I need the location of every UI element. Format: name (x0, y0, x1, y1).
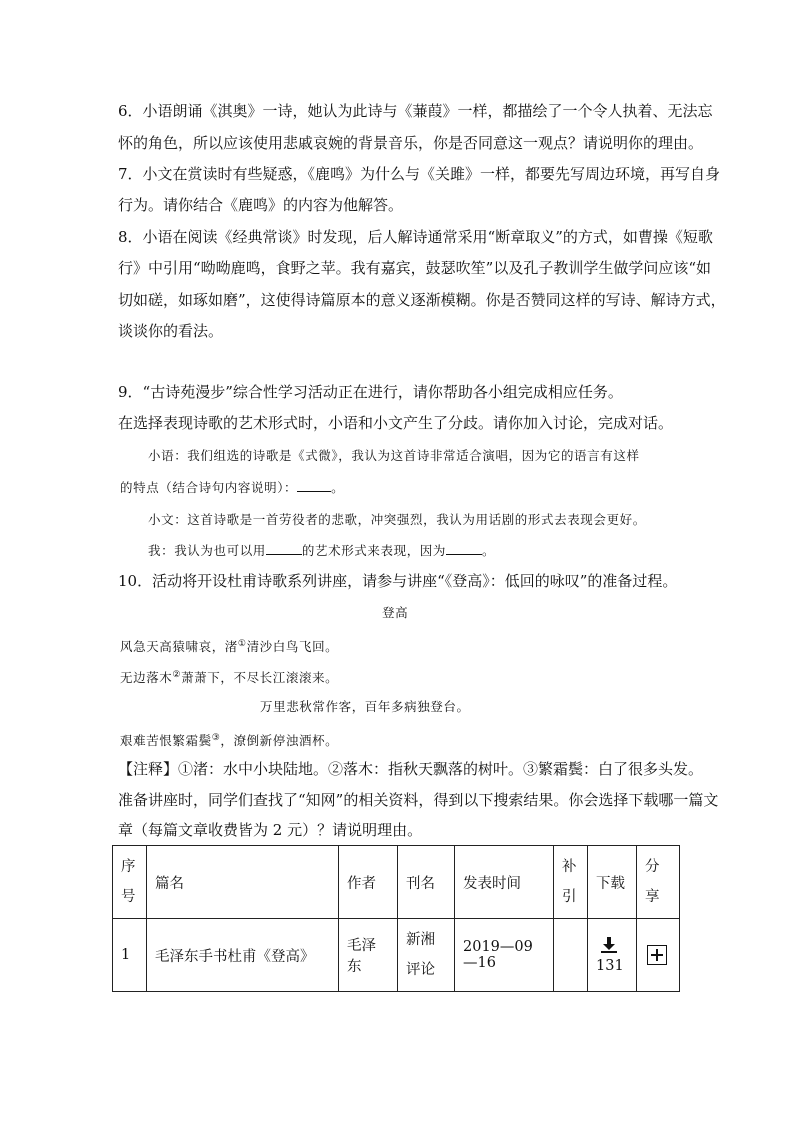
cell-no: 1 (113, 919, 147, 992)
download-icon[interactable] (600, 936, 618, 954)
poem-text: 风急天高猿啸哀，渚 (120, 639, 238, 655)
col-header-title: 篇名 (147, 846, 339, 919)
q6-line1: 6．小语朗诵《淇奥》一诗，她认为此诗与《蒹葭》一样，都描绘了一个令人执着、无法忘 (118, 102, 713, 120)
note-marker: ② (172, 670, 182, 680)
q9-line2: 在选择表现诗歌的艺术形式时，小语和小文产生了分歧。请你加入讨论，完成对话。 (118, 414, 674, 432)
q10-intro: 10．活动将开设杜甫诗歌系列讲座，请参与讲座“《登高》：低回的咏叹”的准备过程。 (118, 572, 678, 590)
col-header-share: 分 享 (637, 846, 680, 919)
q8-line3: 切如磋，如琢如磨”，这使得诗篇原本的意义逐渐模糊。你是否赞同这样的写诗、解诗方式， (118, 291, 726, 309)
cell-cite (554, 919, 588, 992)
table-header-row (113, 846, 680, 919)
poem-line1 (120, 634, 338, 657)
q7-line1: 7．小文在赏读时有些疑惑，《鹿鸣》为什么与《关雎》一样，都要先写周边环境，再写自身 (118, 165, 721, 183)
answer-blank[interactable] (297, 479, 331, 492)
cell-title[interactable]: 毛泽东手书杜甫《登高》 (147, 919, 339, 992)
dialogue-xiaoyu-line1: 小语：我们组选的诗歌是《式微》，我认为这首诗非常适合演唱，因为它的语言有这样 (148, 448, 640, 463)
q8-line1: 8．小语在阅读《经典常谈》时发现，后人解诗通常采用“断章取义”的方式，如曹操《短歌 (118, 228, 713, 246)
answer-blank[interactable] (266, 542, 302, 555)
cell-journal: 新湘 评论 (398, 919, 455, 992)
poem-text: 艰难苦恨繁霜鬓 (120, 733, 212, 749)
poem-text: 无边落木 (120, 670, 173, 686)
dialogue-xiaowen: 小文：这首诗歌是一首劳役者的悲歌，冲突强烈，我认为用话剧的形式去表现会更好。 (148, 512, 646, 527)
poem-line4 (120, 728, 338, 751)
note-marker: ① (237, 639, 247, 649)
dialogue-period: 。 (331, 480, 345, 495)
poem-line3: 万里悲秋常作客，百年多病独登台。 (260, 699, 470, 714)
plus-box-icon[interactable] (647, 945, 667, 965)
poem-text: 萧萧下，不尽长江滚滚来。 (181, 670, 339, 686)
dialogue-period: 。 (482, 543, 496, 558)
prep-line2: 章（每篇文章收费皆为 2 元）？请说明理由。 (118, 821, 423, 839)
q9-line1: 9．“古诗苑漫步”综合性学习活动正在进行，请你帮助各小组完成相应任务。 (118, 383, 623, 401)
cell-share (637, 919, 680, 992)
q8-line4: 谈谈你的看法。 (118, 322, 224, 340)
prep-line1: 准备讲座时，同学们查找了“知网”的相关资料，得到以下搜索结果。你会选择下载哪一篇文 (118, 791, 719, 809)
table-row (113, 919, 680, 992)
col-header-author: 作者 (339, 846, 398, 919)
col-header-journal: 刊名 (398, 846, 455, 919)
dialogue-wo-a: 我：我认为也可以用 (148, 543, 266, 558)
dialogue-wo (148, 541, 495, 561)
col-header-date: 发表时间 (455, 846, 554, 919)
col-header-no: 序 号 (113, 846, 147, 919)
q7-line2: 行为。请你结合《鹿鸣》的内容为他解答。 (118, 196, 404, 214)
cell-date: 2019—09—16 (455, 919, 554, 992)
poem-line2 (120, 665, 338, 688)
cell-author: 毛泽东 (339, 919, 398, 992)
q8-line2: 行》中引用“呦呦鹿鸣，食野之苹。我有嘉宾，鼓瑟吹笙”以及孔子教训学生做学问应该“如 (118, 259, 712, 277)
col-header-download: 下载 (588, 846, 637, 919)
col-header-cite: 补 引 (554, 846, 588, 919)
poem-text: 清沙白鸟飞回。 (246, 639, 339, 655)
poem-notes: 【注释】①渚：水中小块陆地。②落木：指秋天飘落的树叶。③繁霜鬓：白了很多头发。 (118, 760, 704, 778)
dialogue-wo-b: 的艺术形式来表现，因为 (301, 543, 447, 558)
q6-line2: 怀的角色，所以应该使用悲戚哀婉的背景音乐，你是否同意这一观点？请说明你的理由。 (118, 134, 704, 152)
cell-download (588, 919, 637, 992)
poem-title: 登高 (382, 605, 409, 620)
dialogue-xiaoyu-text: 的特点（结合诗句内容说明）： (120, 480, 298, 495)
download-count: 131 (596, 958, 624, 974)
search-results-table (112, 845, 680, 992)
dialogue-xiaoyu-line2 (120, 478, 344, 498)
answer-blank[interactable] (446, 542, 482, 555)
note-marker: ③ (211, 733, 221, 743)
poem-text: ，潦倒新停浊酒杯。 (220, 733, 339, 749)
